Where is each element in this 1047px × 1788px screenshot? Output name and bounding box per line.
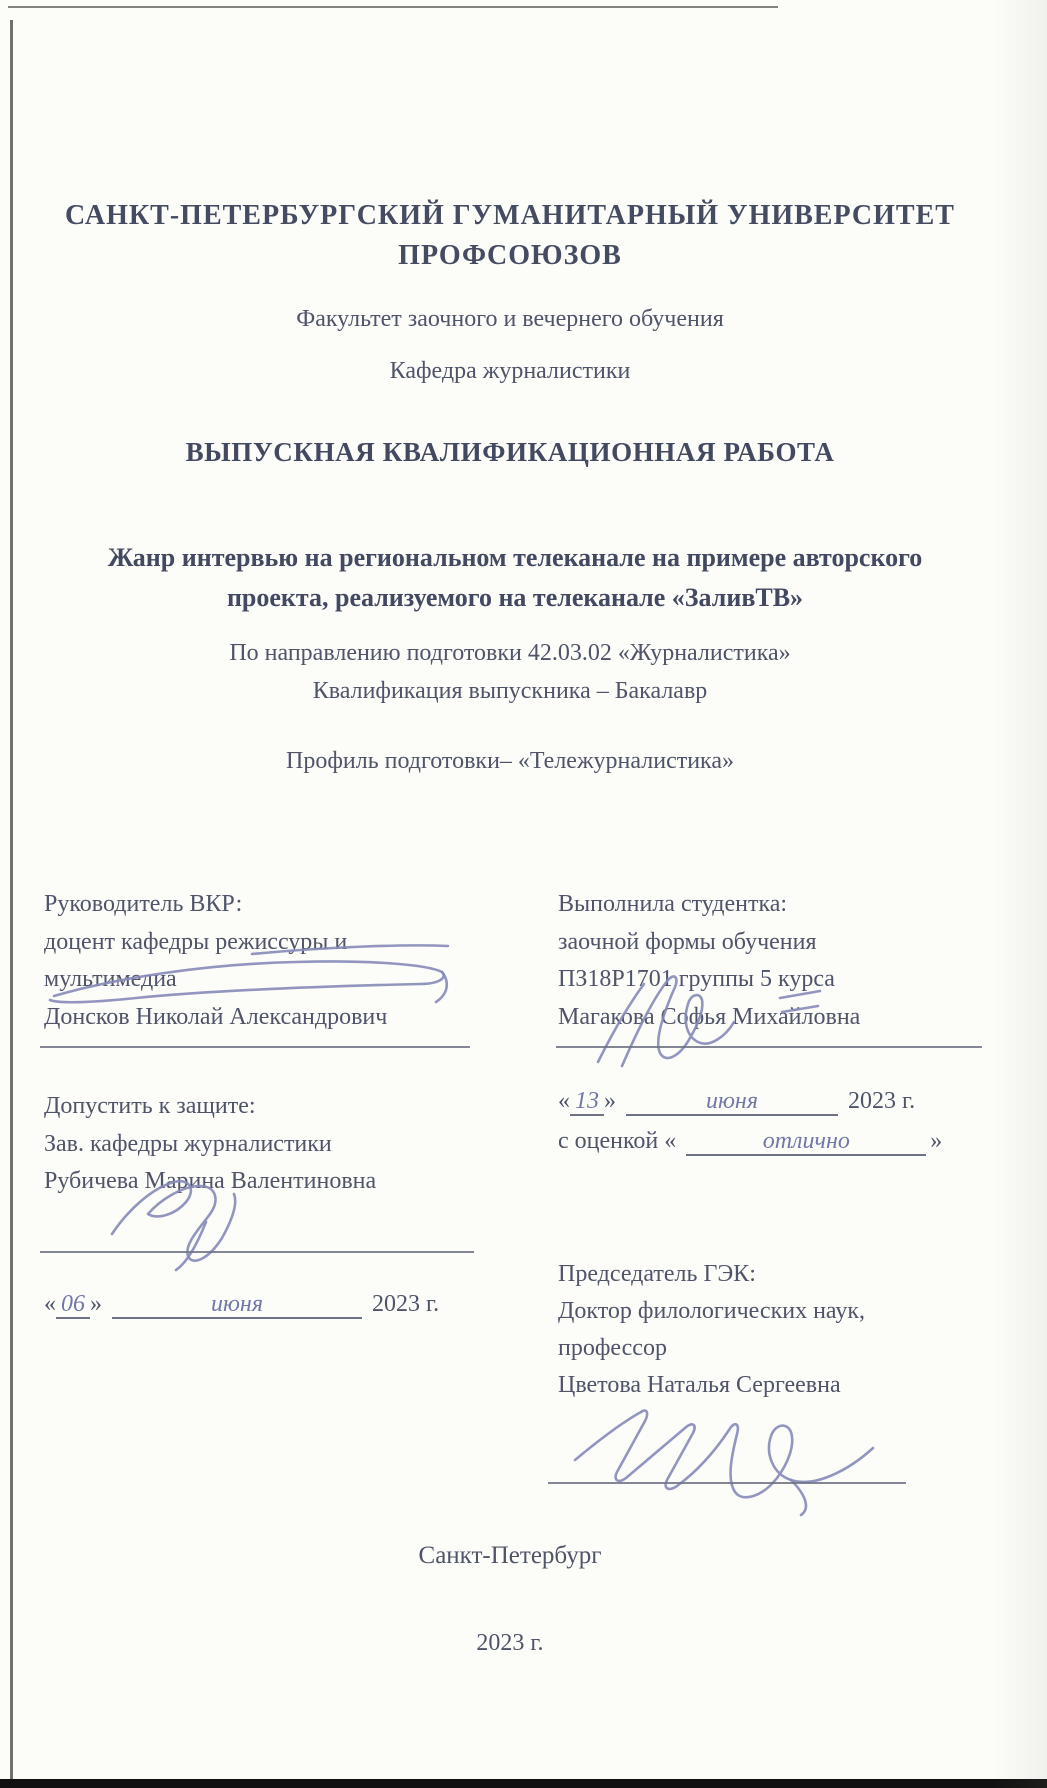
supervisor-name: Донсков Николай Александрович — [44, 1003, 388, 1030]
admission-position: Зав. кафедры журналистики — [44, 1130, 332, 1157]
committee-chair-block — [558, 1256, 1028, 1404]
supervisor-label: Руководитель ВКР: — [44, 891, 243, 917]
committee-label: Председатель ГЭК: — [558, 1261, 756, 1287]
handwritten-month: июня — [211, 1291, 263, 1317]
scan-edge-top — [8, 6, 778, 8]
grade-label: с оценкой « — [558, 1128, 677, 1154]
student-signature — [592, 970, 862, 1075]
student-label: Выполнила студентка: — [558, 891, 788, 917]
supervisor-position-line1: доцент кафедры режиссуры и — [44, 928, 348, 955]
scan-edge-left — [10, 20, 13, 1780]
admission-name: Рубичева Марина Валентиновна — [44, 1168, 377, 1194]
work-type-heading: ВЫПУСКНАЯ КВАЛИФИКАЦИОННАЯ РАБОТА — [185, 437, 835, 467]
footer-city: Санкт-Петербург — [418, 1542, 602, 1569]
thesis-title: Жанр интервью на региональном телеканале на примере авторского проекта, реализуемого на телеканале «ЗаливТВ» — [107, 543, 923, 612]
department-head-signature — [88, 1172, 368, 1272]
student-name: Магакова Софья Михайловна — [558, 1003, 861, 1030]
committee-name: Цветова Наталья Сергеевна — [558, 1372, 841, 1398]
committee-degree: Доктор филологических наук, — [558, 1298, 866, 1324]
profile-line: Профиль подготовки– «Тележурналистика» — [285, 748, 735, 774]
supervisor-position-line2: мультимедиа — [44, 966, 177, 992]
quote-close: » — [90, 1291, 102, 1317]
committee-chair-signature — [565, 1398, 915, 1518]
admission-date-row — [44, 1291, 439, 1319]
student-group: ПЗ18Р1701 группы 5 курса — [558, 966, 835, 992]
student-signature-line — [556, 1046, 982, 1048]
handwritten-day: 13 — [575, 1088, 599, 1114]
grade-quote-close: » — [930, 1128, 943, 1154]
quote-open: « — [44, 1291, 56, 1317]
department-line: Кафедра журналистики — [389, 358, 631, 384]
defense-year: 2023 г. — [848, 1088, 916, 1114]
direction-line: По направлению подготовки 42.03.02 «Журналистика» — [229, 640, 791, 666]
defense-date-row — [558, 1088, 915, 1116]
admission-signature-line — [40, 1251, 474, 1253]
supervisor-signature-line — [40, 1046, 470, 1048]
committee-title: профессор — [558, 1335, 667, 1361]
quote-open: « — [558, 1088, 570, 1114]
student-study-form: заочной формы обучения — [558, 928, 817, 955]
grade-row — [558, 1128, 942, 1156]
university-name: САНКТ-ПЕТЕРБУРГСКИЙ ГУМАНИТАРНЫЙ УНИВЕРСИТЕТ ПРОФСОЮЗОВ — [65, 200, 955, 271]
footer-year: 2023 г. — [476, 1630, 544, 1656]
handwritten-day: 06 — [61, 1291, 85, 1317]
quote-close: » — [604, 1088, 616, 1114]
faculty-line: Факультет заочного и вечернего обучения — [296, 306, 724, 332]
scan-edge-bottom — [0, 1779, 1047, 1788]
committee-chair-signature-line — [548, 1482, 906, 1484]
admission-label: Допустить к защите: — [44, 1093, 256, 1119]
handwritten-month: июня — [706, 1088, 758, 1114]
supervisor-signature — [46, 938, 456, 1013]
handwritten-grade: отлично — [762, 1128, 850, 1154]
qualification-line: Квалификация выпускника – Бакалавр — [312, 678, 708, 704]
admission-year: 2023 г. — [372, 1291, 440, 1317]
